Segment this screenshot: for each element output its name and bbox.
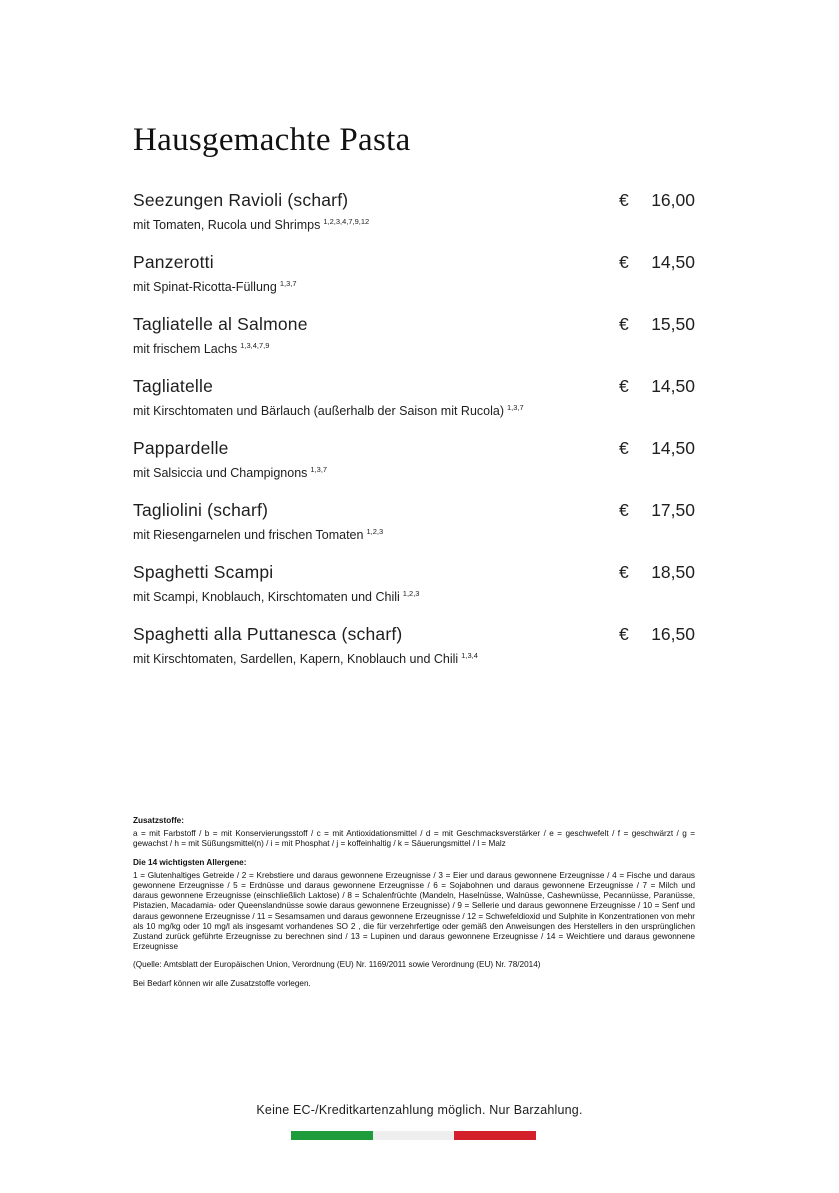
item-price: € 14,50 [619,438,695,458]
item-description: mit Kirschtomaten und Bärlauch (außerhalb der Saison mit Rucola) $^{1,3,7}$ [133,403,524,418]
item-price: € 15,50 [619,314,695,334]
item-description: mit Riesengarnelen und frischen Tomaten $^{1,2,3}$ [133,527,384,542]
request-text: Bei Bedarf können wir alle Zusatzstoffe vorlegen. [133,978,311,988]
item-price: € 16,00 [619,190,695,210]
menu-item [133,375,695,437]
additives-text: a = mit Farbstoff / b = mit Konservierungsstoff / c = mit Antioxidationsmittel / d = mit Geschmacksverstärker / e = geschwefelt / f = geschwärzt / g = gewachst / h = mit Süßungsmittel(n) / i = mit Phosphat / j = koffeinhaltig / k = Säuerungsmittel / l = Malz [133,829,695,849]
allergens-text: 1 = Glutenhaltiges Getreide / 2 = Krebstiere und daraus gewonnene Erzeugnisse / 3 = Eier und daraus gewonnene Erzeugnisse / 4 = Fische und daraus gewonnene Erzeugnisse / 5 = Erdnüsse und daraus gewonnene Erzeugnisse / 6 = Sojabohnen und daraus gewonnene Erzeugnisse / 7 = Milch und daraus gewonnene Erzeugnisse (einschließlich Laktose) / 8 = Schalenfrüchte (Mandeln, Haselnüsse, Walnüsse, Cashewnüsse, Pecannüsse, Paranüsse, Pistazien, Macadamia- oder Queenslandnüsse sowie daraus gewonnene Erzeugnisse) / 9 = Sellerie und daraus gewonnene Erzeugnisse / 10 = Senf und daraus gewonnene Erzeugnisse / 11 = Sesamsamen und daraus gewonnene Erzeugnisse / 12 = Schwefeldioxid und Sulphite in Konzentrationen von mehr als 10 mg/kg oder 10 mg/l als insgesamt vorhandenes SO 2 , die für verzehrfertige oder gemäß den Anweisungen des Herstellers in den ursprünglichen Zustand zurück geführte Erzeugnisse zu berechnen sind / 13 = Lupinen und daraus gewonnene Erzeugnisse / 14 = Weichtiere und daraus gewonnene Erzeugnisse [133,870,695,952]
item-name: Pappardelle [133,438,229,458]
allergens-heading: Die 14 wichtigsten Allergene: [133,857,247,867]
menu-item [133,313,695,375]
flag-red [454,1131,536,1140]
item-name: Panzerotti [133,252,214,272]
allergen-codes: 1,3,4 [461,651,478,660]
item-name: Seezungen Ravioli (scharf) [133,190,349,210]
allergen-codes: 1,3,7 [507,403,524,412]
item-description: mit Spinat-Ricotta-Füllung $^{1,3,7}$ [133,279,297,294]
menu-item [133,499,695,561]
menu-item [133,189,695,251]
item-price: € 16,50 [619,624,695,644]
menu-item [133,251,695,313]
item-price: € 14,50 [619,252,695,272]
item-name: Spaghetti alla Puttanesca (scharf) [133,624,403,644]
allergen-codes: 1,2,3 [366,527,384,536]
item-name: Tagliatelle [133,376,214,396]
item-description: mit Scampi, Knoblauch, Kirschtomaten und Chili $^{1,2,3}$ [133,589,420,604]
item-name: Tagliolini (scharf) [133,500,269,520]
allergen-codes: 1,2,3,4,7,9,12 [323,217,370,226]
italian-flag-stripe [291,1131,536,1140]
item-price: € 18,50 [619,562,695,582]
flag-green [291,1131,373,1140]
item-price: € 14,50 [619,376,695,396]
item-description: mit Tomaten, Rucola und Shrimps $^{1,2,3,4,7,9,12}$ [133,217,370,232]
payment-notice: Keine EC-/Kreditkartenzahlung möglich. Nur Barzahlung. [256,1103,583,1117]
allergen-codes: 1,3,7 [279,279,297,288]
menu-list [133,189,695,685]
item-price: € 17,50 [619,500,695,520]
legal-notes [133,816,695,997]
page-title: Hausgemachte Pasta [133,122,411,158]
additives-heading: Zusatzstoffe: [133,816,184,825]
item-description: mit Salsiccia und Champignons $^{1,3,7}$ [133,465,328,480]
allergen-codes: 1,2,3 [402,589,420,598]
menu-item [133,623,695,685]
allergen-codes: 1,3,7 [310,465,328,474]
item-description: mit Kirschtomaten, Sardellen, Kapern, Knoblauch und Chili $^{1,3,4}$ [133,651,478,666]
source-text: (Quelle: Amtsblatt der Europäischen Union, Verordnung (EU) Nr. 1169/2011 sowie Verordnung (EU) Nr. 78/2014) [133,960,541,970]
allergen-codes: 1,3,4,7,9 [240,341,270,350]
menu-item [133,561,695,623]
item-name: Spaghetti Scampi [133,562,274,582]
menu-item [133,437,695,499]
item-name: Tagliatelle al Salmone [133,314,308,334]
item-description: mit frischem Lachs $^{1,3,4,7,9}$ [133,341,270,356]
flag-white [373,1131,455,1140]
